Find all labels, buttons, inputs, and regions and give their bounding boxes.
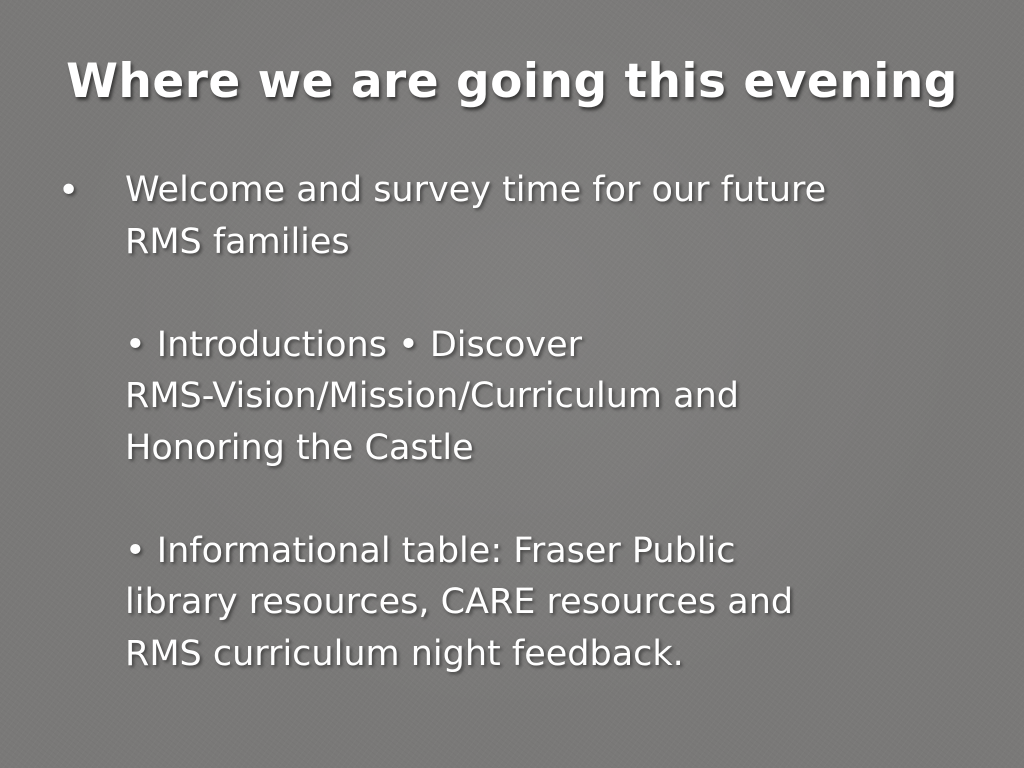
- body-line-3: • Introductions • Discover: [125, 324, 583, 365]
- paragraph-gap: [125, 268, 925, 320]
- bullet-item: [125, 165, 925, 680]
- body-line-5: Honoring the Castle: [125, 427, 474, 468]
- body-line-1: Welcome and survey time for our future: [125, 170, 827, 210]
- body-line-2: RMS families: [125, 221, 350, 262]
- bullet-marker: •: [58, 170, 80, 211]
- slide-title: Where we are going this evening: [66, 54, 958, 109]
- paragraph-gap: [125, 474, 925, 526]
- body-line-7: library resources, CARE resources and: [125, 582, 794, 622]
- body-line-8: RMS curriculum night feedback.: [125, 633, 684, 674]
- body-line-4: RMS-Vision/Mission/Curriculum and: [125, 376, 739, 416]
- body-line-6: • Informational table: Fraser Public: [125, 530, 736, 571]
